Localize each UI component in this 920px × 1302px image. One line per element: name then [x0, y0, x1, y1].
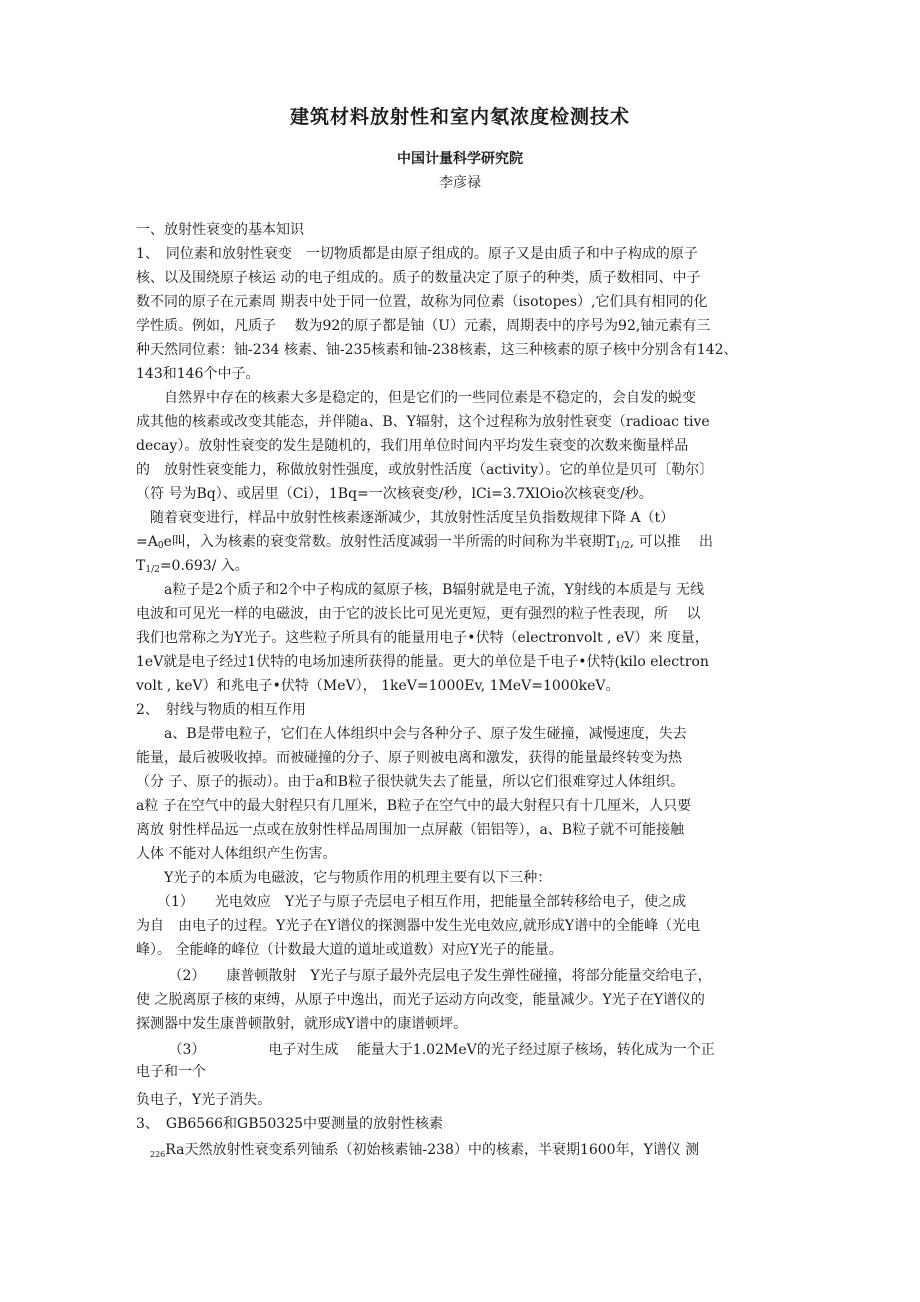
text-line: a粒 子在空气中的最大射程只有几厘米，B粒子在空气中的最大射程只有十几厘米，人只要: [136, 798, 692, 814]
document-title: 建筑材料放射性和室内氡浓度检测技术: [289, 106, 630, 128]
subscript: 1/2: [615, 541, 630, 551]
text-line: 电子和一个: [136, 1064, 206, 1080]
text-line-formula: [136, 556, 249, 580]
text-line: （符 号为Bq）、或居里（Ci），1Bq=一次核衰变/秒，lCi=3.7XlOio次核衰变/秒。: [136, 486, 653, 502]
formula-part: , 可以推 出: [629, 534, 714, 550]
subscript: 226: [150, 1150, 166, 1159]
text-line: （2） 康普顿散射 Y光子与原子最外壳层电子发生弹性碰撞，将部分能量交给电子，: [136, 968, 712, 984]
text-line: 负电子，Y光子消失。: [136, 1092, 272, 1108]
text-line: a、B是带电粒子，它们在人体组织中会与各种分子、原子发生碰撞，减慢速度，失去: [136, 726, 687, 742]
text-line: 电波和可见光一样的电磁波，由于它的波长比可见光更短，更有强烈的粒子性表现，所 以: [136, 606, 701, 622]
subscript: 0: [157, 541, 164, 551]
text-line: a粒子是2个质子和2个中子构成的氦原子核，B辐射就是电子流，Y射线的本质是与 无线: [136, 582, 705, 598]
text-line: 离放 射性样品远一点或在放射性样品周围加一点屏蔽（铝铝等），a、B粒子就不可能接触: [136, 822, 685, 838]
formula-part: =A: [136, 534, 158, 550]
formula-part: T: [136, 558, 146, 574]
author: 李彦禄: [439, 175, 481, 191]
text-line: 核、以及围绕原子核运 动的电子组成的。质子的数量决定了原子的种类，质子数相同、中子: [136, 270, 701, 286]
text-line: volt , keV）和兆电子•伏特（MeV）， 1keV=1000Ev, 1MeV=1000keV。: [136, 678, 620, 694]
text-line: 能量，最后被吸收掉。而被碰撞的分子、原子则被电离和激发，获得的能量最终转变为热: [136, 750, 682, 766]
text-line: 学性质。例如，凡质子 数为92的原子都是铀（U）元素，周期表中的序号为92,铀元素有三: [136, 318, 711, 334]
text-line: 1、 同位素和放射性衰变 一切物质都是由原子组成的。原子又是由质子和中子构成的原子: [136, 246, 698, 262]
text-line: Y光子的本质为电磁波，它与物质作用的机理主要有以下三种：: [136, 870, 552, 886]
text-line: 数不同的原子在元素周 期表中处于同一位置，故称为同位素（isotopes）,它们具有相同的化: [136, 294, 708, 310]
text-line: （3） 电子对生成 能量大于1.02MeV的光子经过原子核场，转化成为一个正: [136, 1042, 715, 1058]
text-line: 为自 由电子的过程。Y光子在Y谱仪的探测器中发生光电效应,就形成Y谱中的全能峰（光电: [136, 918, 701, 934]
text-line: 峰）。 全能峰的峰位（计数最大道的道址或道数）对应Y光子的能量。: [136, 942, 563, 958]
section-heading: 2、 射线与物质的相互作用: [136, 702, 306, 718]
text-line: （分 子、原子的振动）。由于a和B粒子很快就失去了能量，所以它们很难穿过人体组织。: [136, 774, 685, 790]
text-line: 随着衰变进行，样品中放射性核素逐渐减少，其放射性活度呈负指数规律下降 A（t）: [136, 510, 675, 526]
section-heading: 一、放射性衰变的基本知识: [136, 222, 304, 238]
text-line: 探测器中发生康普顿散射，就形成Y谱中的康谱顿坪。: [136, 1016, 468, 1032]
text-line-formula: [136, 1140, 699, 1165]
text-line: （1） 光电效应 Y光子与原子壳层电子相互作用，把能量全部转移给电子，使之成: [136, 894, 687, 910]
text-line: 我们也常称之为Y光子。这些粒子所具有的能量用电子•伏特（electronvolt , eV）来 度量，: [136, 630, 709, 646]
organization: 中国计量科学研究院: [397, 151, 523, 167]
text-line: 种天然同位素：铀-234 核素、铀-235核素和铀-238核素，这三种核素的原子核中分别含有142、: [136, 342, 738, 358]
text-line: 143和146个中子。: [136, 366, 260, 382]
text-line: 使 之脱离原子核的束缚，从原子中逸出，而光子运动方向改变，能量减少。Y光子在Y谱仪的: [136, 992, 705, 1008]
subscript: 1/2: [145, 565, 160, 575]
text-line: 1eV就是电子经过1伏特的电场加速所获得的能量。更大的单位是千电子•伏特(kilo electron: [136, 654, 709, 670]
text-line: 人体 不能对人体组织产生伤害。: [136, 846, 337, 862]
formula-part: =0.693/ 入。: [159, 558, 249, 574]
indent: [136, 1142, 150, 1158]
text-line: 自然界中存在的核素大多是稳定的，但是它们的一些同位素是不稳定的，会自发的蜕变: [136, 390, 696, 406]
formula-part: Ra天然放射性衰变系列铀系（初始核素铀-238）中的核素，半衰期1600年，Y谱仪 测: [165, 1142, 700, 1158]
text-line: 的 放射性衰变能力，称做放射性强度，或放射性活度（activity）。它的单位是贝可〔勒尔〕: [136, 462, 714, 478]
text-line: 成其他的核素或改变其能态，并伴随a、B、Y辐射，这个过程称为放射性衰变（radioac tive: [136, 414, 710, 430]
section-heading: 3、 GB6566和GB50325中要测量的放射性核素: [136, 1116, 444, 1132]
formula-part: e叫，入为核素的衰变常数。放射性活度减弱一半所需的时间称为半衰期T: [163, 534, 616, 550]
text-line-formula: [136, 532, 713, 556]
text-line: decay）。放射性衰变的发生是随机的，我们用单位时间内平均发生衰变的次数来衡量样品: [136, 438, 689, 454]
